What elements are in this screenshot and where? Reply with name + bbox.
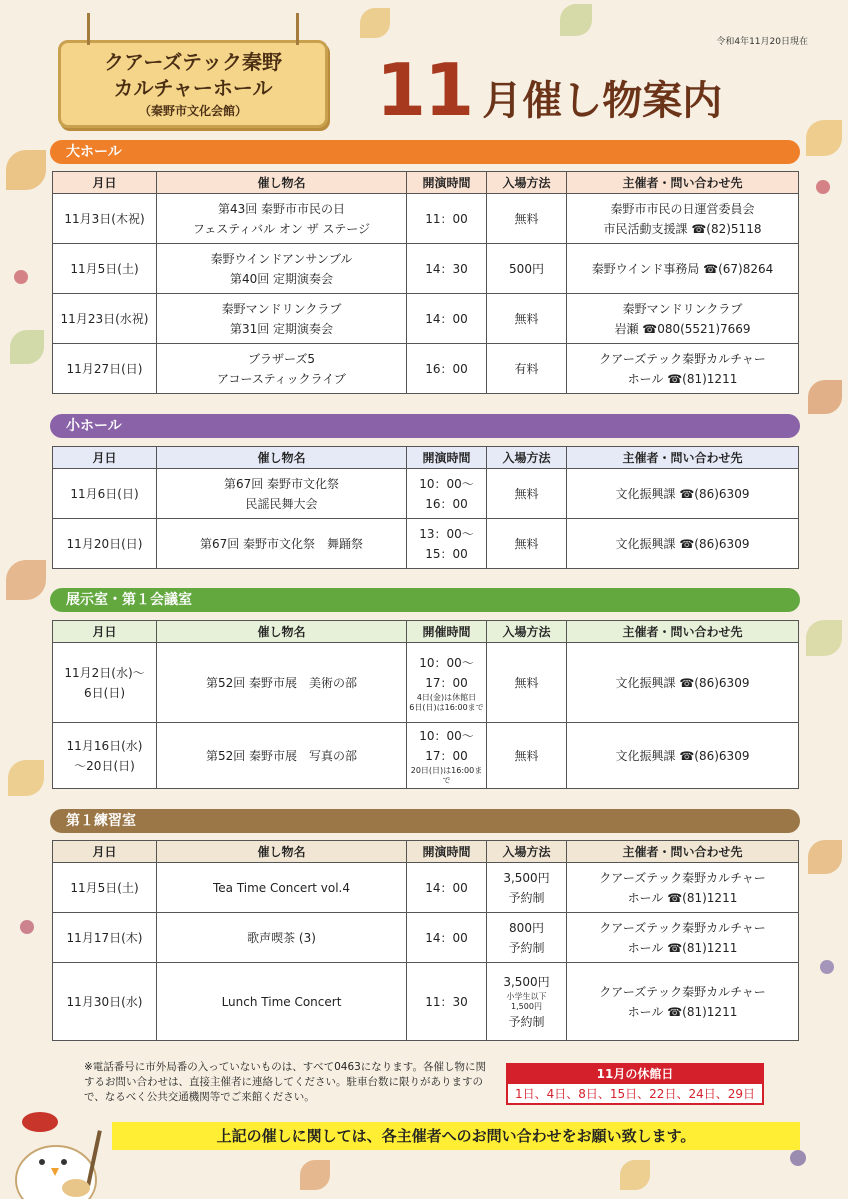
column-header: 入場方法 [487,621,567,643]
time-cell [407,344,487,394]
entry-cell-text: 無料 [514,536,539,551]
contact-cell [567,294,799,344]
contact-cell [567,244,799,294]
contact-cell-text: クアーズテック秦野カルチャー ホール ☎(81)1211 [599,870,766,905]
date-cell-text: 11月2日(水)〜 6日(日) [64,665,145,700]
date-cell-text: 11月20日(日) [66,536,143,551]
time-cell [407,194,487,244]
event-cell-text: 第67回 秦野市文化祭 舞踊祭 [199,536,364,551]
closed-days-box [506,1063,764,1105]
entry-cell [487,723,567,789]
contact-cell [567,643,799,723]
table-row [53,294,799,344]
event-cell-text: 秦野ウインドアンサンブル 第40回 定期演奏会 [210,251,353,286]
time-cell [407,519,487,569]
column-header: 催し物名 [157,447,407,469]
entry-note: 小学生以下 1,500円 [506,991,547,1011]
column-header: 月日 [53,621,157,643]
column-header: 月日 [53,841,157,863]
time-cell [407,244,487,294]
time-cell [407,469,487,519]
entry-cell-text: 無料 [514,748,539,763]
date-cell-text: 11月30日(水) [66,994,143,1009]
date-cell-text: 11月27日(日) [66,361,143,376]
issue-date: 令和4年11月20日現在 [716,37,808,47]
contact-cell-text: 文化振興課 ☎(86)6309 [615,675,750,690]
table-row [53,244,799,294]
time-cell-text: 14：30 [425,261,468,276]
table-header-row [53,621,799,643]
table-header-row [53,447,799,469]
column-header: 開演時間 [407,841,487,863]
contact-cell [567,963,799,1041]
contact-cell-text: 文化振興課 ☎(86)6309 [615,536,750,551]
column-header: 開演時間 [407,172,487,194]
column-header: 開演時間 [407,447,487,469]
time-cell-text: 14：00 [425,311,468,326]
event-cell [157,913,407,963]
time-cell-text: 10：00〜 16：00 [419,476,474,511]
contact-cell [567,344,799,394]
contact-cell [567,469,799,519]
time-cell [407,963,487,1041]
column-header: 入場方法 [487,447,567,469]
event-table [52,171,799,394]
entry-cell [487,344,567,394]
date-cell-text: 11月16日(水) 〜20日(日) [66,738,143,773]
event-cell [157,723,407,789]
column-header: 主催者・問い合わせ先 [567,447,799,469]
section-header: 大ホール [50,140,800,164]
time-cell [407,643,487,723]
time-cell-text: 13：00〜 15：00 [419,526,474,561]
event-table [52,620,799,789]
contact-cell [567,863,799,913]
column-header: 入場方法 [487,172,567,194]
date-cell-text: 11月17日(木) [66,930,143,945]
entry-cell [487,863,567,913]
table-row [53,469,799,519]
event-cell-text: 歌声喫茶 (3) [247,930,316,945]
date-cell [53,913,157,963]
event-cell-text: ブラザーズ5 アコースティックライブ [217,351,346,386]
table-header-row [53,172,799,194]
date-cell-text: 11月6日(日) [70,486,139,501]
entry-cell [487,194,567,244]
entry-cell-text: 無料 [514,486,539,501]
mascot-bird-icon [6,1100,106,1199]
date-cell [53,344,157,394]
section-header: 展示室・第１会議室 [50,588,800,612]
section-header: 小ホール [50,414,800,438]
column-header: 主催者・問い合わせ先 [567,621,799,643]
table-row [53,643,799,723]
date-cell-text: 11月5日(土) [70,261,139,276]
venue-name-line2: カルチャーホール [113,76,273,100]
event-cell-text: Lunch Time Concert [221,994,342,1009]
date-cell [53,294,157,344]
date-cell [53,723,157,789]
column-header: 開催時間 [407,621,487,643]
date-cell-text: 11月5日(土) [70,880,139,895]
title-month-number: 11 [376,48,473,132]
entry-cell-text: 無料 [514,675,539,690]
contact-cell-text: 文化振興課 ☎(86)6309 [615,748,750,763]
entry-cell [487,643,567,723]
table-row [53,913,799,963]
contact-cell-text: クアーズテック秦野カルチャー ホール ☎(81)1211 [599,984,766,1019]
column-header: 主催者・問い合わせ先 [567,172,799,194]
closed-days-list: 1日、4日、8日、15日、22日、24日、29日 [515,1087,755,1101]
contact-cell-text: 秦野市市民の日運営委員会 市民活動支援課 ☎(82)5118 [603,201,762,236]
time-cell-text: 10：00〜 17：00 [419,728,474,763]
entry-cell [487,963,567,1041]
entry-cell [487,913,567,963]
event-table [52,840,799,1041]
contact-cell-text: クアーズテック秦野カルチャー ホール ☎(81)1211 [599,351,766,386]
event-cell [157,863,407,913]
entry-cell-text: 800円 予約制 [508,920,545,955]
entry-cell [487,469,567,519]
table-row [53,519,799,569]
column-header: 主催者・問い合わせ先 [567,841,799,863]
table-row [53,723,799,789]
contact-cell [567,194,799,244]
event-table [52,446,799,569]
contact-cell-text: 秦野マンドリンクラブ 岩瀬 ☎080(5521)7669 [614,301,751,336]
table-header-row [53,841,799,863]
time-note: 4日(金)は休館日 6日(日)は16:00まで [409,692,484,712]
time-cell [407,913,487,963]
date-cell [53,469,157,519]
event-cell [157,519,407,569]
contact-cell-text: 文化振興課 ☎(86)6309 [615,486,750,501]
entry-cell-text: 無料 [514,211,539,226]
column-header: 催し物名 [157,841,407,863]
event-cell [157,244,407,294]
time-cell-text: 16：00 [425,361,468,376]
date-cell-text: 11月3日(木祝) [64,211,145,226]
entry-cell [487,244,567,294]
date-cell [53,519,157,569]
time-cell [407,863,487,913]
table-row [53,344,799,394]
entry-cell [487,294,567,344]
closed-days-title: 11月の休館日 [508,1065,762,1084]
title-text: 月催し物案内 [482,78,723,124]
venue-name-line1: クアーズテック秦野 [104,50,282,74]
column-header: 催し物名 [157,621,407,643]
info-note: ※電話番号に市外局番の入っていないものは、すべて0463になります。各催し物に関するお問い合わせは、直接主催者に連絡してください。駐車台数に限りがありますので、なるべく公共交通機関等でご来館ください。 [84,1061,486,1103]
date-cell [53,963,157,1041]
venue-sign [58,40,328,128]
event-cell-text: 第52回 秦野市展 写真の部 [205,748,358,763]
entry-cell-text: 無料 [514,311,539,326]
event-cell [157,963,407,1041]
sign-rope [296,13,299,45]
contact-cell [567,519,799,569]
event-cell-text: 秦野マンドリンクラブ 第31回 定期演奏会 [221,301,342,336]
venue-name-line3: （秦野市文化会館） [138,104,247,118]
sign-rope [87,13,90,45]
table-row [53,194,799,244]
contact-cell-text: 秦野ウインド事務局 ☎(67)8264 [591,261,774,276]
event-cell [157,194,407,244]
column-header: 入場方法 [487,841,567,863]
column-header: 催し物名 [157,172,407,194]
event-cell [157,643,407,723]
entry-cell-text: 3,500円 [503,974,550,989]
event-cell [157,294,407,344]
page-title [376,46,723,132]
entry-cell [487,519,567,569]
date-cell [53,863,157,913]
table-row [53,963,799,1041]
column-header: 月日 [53,172,157,194]
entry-cell-text: 3,500円 予約制 [503,870,550,905]
date-cell [53,643,157,723]
footer-banner: 上記の催しに関しては、各主催者へのお問い合わせをお願い致します。 [112,1122,800,1150]
date-cell [53,244,157,294]
entry-cell-text: 有料 [514,361,539,376]
contact-cell-text: クアーズテック秦野カルチャー ホール ☎(81)1211 [599,920,766,955]
time-cell-text: 11：00 [425,211,468,226]
time-cell-text: 14：00 [425,880,468,895]
event-cell-text: 第52回 秦野市展 美術の部 [205,675,358,690]
entry-tail: 予約制 [508,1014,545,1029]
date-cell [53,194,157,244]
table-row [53,863,799,913]
time-cell-text: 14：00 [425,930,468,945]
event-cell [157,469,407,519]
event-cell-text: 第67回 秦野市文化祭 民謡民舞大会 [223,476,340,511]
event-cell [157,344,407,394]
time-cell [407,294,487,344]
section-header: 第１練習室 [50,809,800,833]
time-cell-text: 11：30 [425,994,468,1009]
time-cell [407,723,487,789]
date-cell-text: 11月23日(水祝) [60,311,149,326]
entry-cell-text: 500円 [509,261,544,276]
time-note: 20日(日)は16:00まで [410,765,483,785]
event-cell-text: 第43回 秦野市市民の日 フェスティバル オン ザ ステージ [192,201,371,236]
column-header: 月日 [53,447,157,469]
event-cell-text: Tea Time Concert vol.4 [212,880,350,895]
contact-cell [567,723,799,789]
time-cell-text: 10：00〜 17：00 [419,655,474,690]
contact-cell [567,913,799,963]
